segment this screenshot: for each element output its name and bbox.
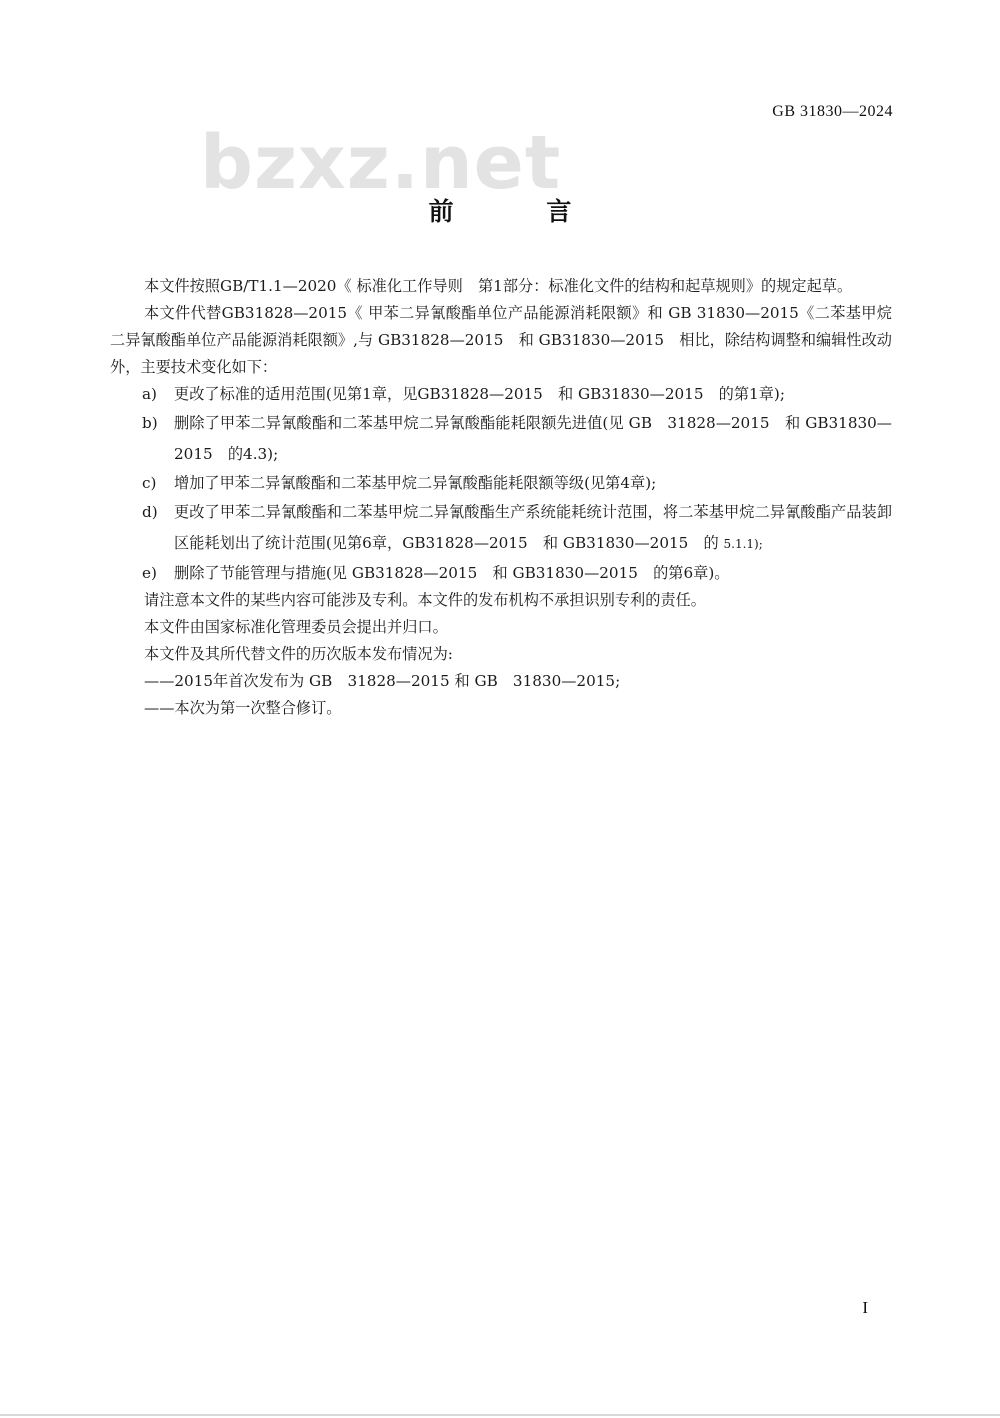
history-item: ——2015年首次发布为 GB 31828—2015 和 GB 31830—2015; [144,672,621,690]
list-marker: e) [142,564,157,582]
list-item-text: 更改了标准的适用范围(见第1章，见GB31828—2015 和 GB31830—2015 的第1章); [174,385,785,403]
list-marker: b) [142,414,158,432]
paragraph-drafting-rule: 本文件按照GB/T1.1—2020《 标准化工作导则 第1部分：标准化文件的结构和起草规则》的规定起草。 [144,277,853,295]
history-item: ——本次为第一次整合修订。 [144,699,342,717]
paragraph-proposer: 本文件由国家标准化管理委员会提出并归口。 [144,618,448,636]
list-item-b [110,408,892,470]
page-number: I [862,1298,868,1317]
document-code: GB 31830—2024 [772,103,893,120]
paragraph-replacement: 本文件代替GB31828—2015《 甲苯二异氰酸酯单位产品能源消耗限额》和 GB 31830—2015《二苯基甲烷二异氰酸酯单位产品能源消耗限额》,与 GB31828—2015 和 GB31830—2015 相比，除结构调整和编辑性改动外，主要技术变化如下： [110,304,892,376]
list-item-text: 删除了甲苯二异氰酸酯和二苯基甲烷二异氰酸酯能耗限额先进值(见 GB 31828—2015 和 GB31830—2015 的4.3); [174,414,892,463]
list-marker: a) [142,385,157,403]
list-item-e [110,560,892,587]
paragraph-history-intro: 本文件及其所代替文件的历次版本发布情况为: [144,645,453,663]
list-item-tail: 5.1.1); [723,537,763,551]
page-bottom-edge [0,1414,1000,1416]
list-marker: d) [142,503,158,521]
foreword-body [110,273,892,722]
list-item-d [110,497,892,560]
list-item-a [110,381,892,408]
paragraph-patent-note: 请注意本文件的某些内容可能涉及专利。本文件的发布机构不承担识别专利的责任。 [144,591,706,609]
list-item-text: 增加了甲苯二异氰酸酯和二苯基甲烷二异氰酸酯能耗限额等级(见第4章); [174,474,657,492]
list-item-text: 删除了节能管理与措施(见 GB31828—2015 和 GB31830—2015 的第6章)。 [174,564,730,582]
list-marker: c) [142,474,157,492]
list-item-text: 更改了甲苯二异氰酸酯和二苯基甲烷二异氰酸酯生产系统能耗统计范围，将二苯基甲烷二异氰酸酯产品装卸区能耗划出了统计范围(见第6章，GB31828—2015 和 GB31830—2015 的 [174,503,892,552]
watermark-logo: bzxz.net [200,120,562,206]
page-title: 前 言 [428,197,614,226]
list-item-c [110,470,892,497]
